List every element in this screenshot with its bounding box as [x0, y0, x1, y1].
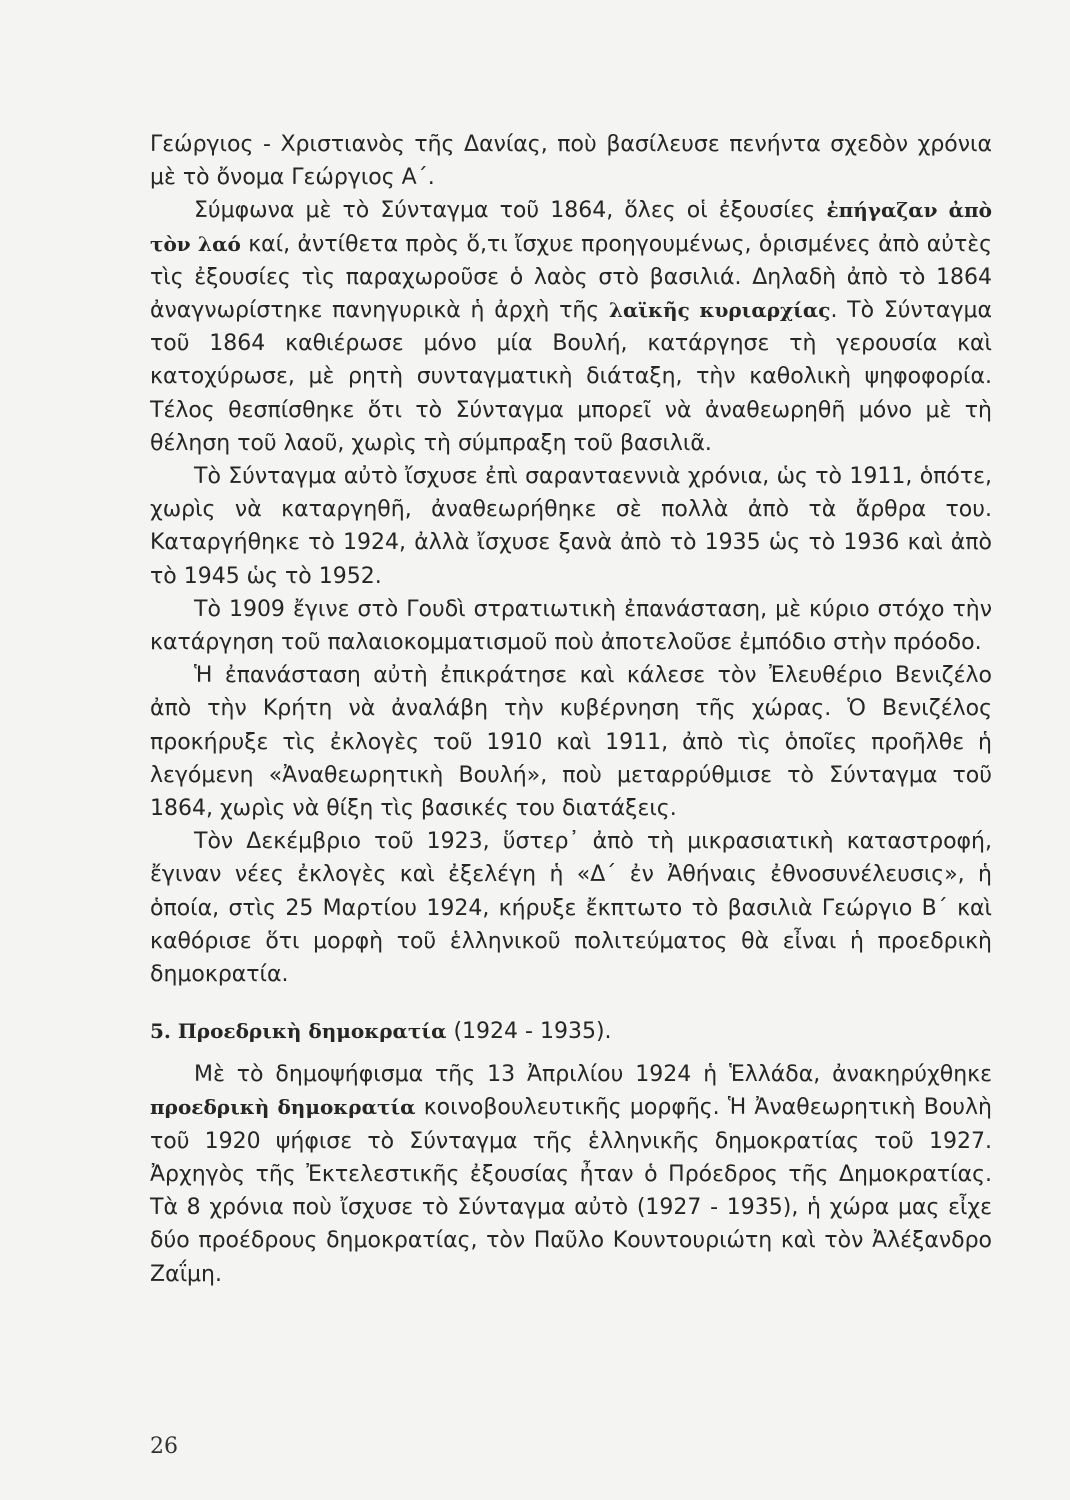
paragraph-2-text-1: Σύμφωνα μὲ τὸ Σύνταγμα τοῦ 1864, ὅλες οἱ ἐξουσίες [194, 198, 827, 224]
section-heading [150, 1015, 992, 1048]
paragraph-1: Γεώργιος - Χριστιανὸς τῆς Δανίας, ποὺ βασίλευσε πενήντα σχεδὸν χρόνια μὲ τὸ ὄνομα Γεώργιος Α΄. [150, 132, 992, 191]
paragraph-7-text-2: κοινοβουλευτικῆς μορφῆς. Ἡ Ἀναθεωρητικὴ Βουλὴ τοῦ 1920 ψήφισε τὸ Σύνταγμα τῆς ἑλληνικῆς δημοκρατίας τοῦ 1927. Ἀρχηγὸς τῆς Ἐκτελεστικῆς ἐξουσίας ἦταν ὁ Πρόεδρος τῆς Δημοκρατίας. Τὰ 8 χρόνια ποὺ ἴσχυσε τὸ Σύνταγμα αὐτὸ (1927 - 1935), ἡ χώρα μας εἶχε δύο προέδρους δημοκρατίας, τὸν Παῦλο Κουντουριώτη καὶ τὸν Ἀλέξανδρο Ζαΐμη. [150, 1095, 992, 1287]
paragraph-3: Τὸ Σύνταγμα αὐτὸ ἴσχυσε ἐπὶ σαρανταεννιὰ χρόνια, ὡς τὸ 1911, ὁπότε, χωρὶς νὰ καταργηθῆ, ἀναθεωρήθηκε σὲ πολλὰ ἀπὸ τὰ ἄρθρα του. Καταργήθηκε τὸ 1924, ἀλλὰ ἴσχυσε ξανὰ ἀπὸ τὸ 1935 ὡς τὸ 1936 καὶ ἀπὸ τὸ 1945 ὡς τὸ 1952. [150, 464, 992, 589]
section-number: 5. [150, 1019, 171, 1044]
paragraph-2-text-3: . Τὸ Σύνταγμα τοῦ 1864 καθιέρωσε μόνο μία Βουλή, κατάργησε τὴ γερουσία καὶ κατοχύρωσε, μὲ ρητὴ συνταγματικὴ διάταξη, τὴν καθολικὴ ψηφοφορία. Τέλος θεσπίσθηκε ὅτι τὸ Σύνταγμα μπορεῖ νὰ ἀναθεωρηθῆ μόνο μὲ τὴ θέληση τοῦ λαοῦ, χωρὶς τὴ σύμπραξη τοῦ βασιλιᾶ. [150, 298, 993, 456]
section-years: (1924 - 1935). [453, 1019, 612, 1045]
paragraph-6: Τὸν Δεκέμβριο τοῦ 1923, ὕστερ᾿ ἀπὸ τὴ μικρασιατικὴ καταστροφή, ἔγιναν νέες ἐκλογὲς καὶ ἐξελέγη ἡ «Δ΄ ἐν Ἀθήναις ἐθνοσυνέλευσις», ἡ ὁποία, στὶς 25 Μαρτίου 1924, κήρυξε ἔκπτωτο τὸ βασιλιὰ Γεώργιο Β΄ καὶ καθόρισε ὅτι μορφὴ τοῦ ἑλληνικοῦ πολιτεύματος θὰ εἶναι ἡ προεδρικὴ δημοκρατία. [150, 829, 992, 988]
bold-phrase-popular-origin: ἐπήγαζαν ἀπὸ τὸν λαό [150, 198, 992, 256]
paragraph-2 [150, 194, 992, 460]
paragraph-7 [150, 1058, 992, 1290]
page-number: 26 [150, 1434, 178, 1459]
paragraph-4: Τὸ 1909 ἔγινε στὸ Γουδὶ στρατιωτικὴ ἐπανάσταση, μὲ κύριο στόχο τὴν κατάργηση τοῦ παλαιοκομματισμοῦ ποὺ ἀποτελοῦσε ἐμπόδιο στὴν πρόοδο. [150, 596, 992, 656]
bold-phrase-popular-sovereignty: λαϊκῆς κυριαρχίας [608, 298, 831, 323]
paragraph-2-text-2: καί, ἀντίθετα πρὸς ὅ,τι ἴσχυε προηγουμένως, ὁρισμένες ἀπὸ αὐτὲς τὶς ἐξουσίες τὶς παραχωροῦσε ὁ λαὸς στὸ βασιλιά. Δηλαδὴ ἀπὸ τὸ 1864 ἀναγνωρίστηκε πανηγυρικὰ ἡ ἀρχὴ τῆς [150, 231, 992, 324]
paragraph-5: Ἡ ἐπανάσταση αὐτὴ ἐπικράτησε καὶ κάλεσε τὸν Ἐλευθέριο Βενιζέλο ἀπὸ τὴν Κρήτη νὰ ἀναλάβη τὴν κυβέρνηση τῆς χώρας. Ὁ Βενιζέλος προκήρυξε τὶς ἐκλογὲς τοῦ 1910 καὶ 1911, ἀπὸ τὶς ὁποῖες προῆλθε ἡ λεγόμενη «Ἀναθεωρητικὴ Βουλή», ποὺ μεταρρύθμισε τὸ Σύνταγμα τοῦ 1864, χωρὶς νὰ θίξη τὶς βασικές του διατάξεις. [150, 663, 992, 822]
page-body [150, 128, 992, 1291]
bold-phrase-presidential-republic: προεδρικὴ δημοκρατία [150, 1095, 416, 1120]
section-title: Προεδρικὴ δημοκρατία [177, 1019, 447, 1044]
paragraph-7-text-1: Μὲ τὸ δημοψήφισμα τῆς 13 Ἀπριλίου 1924 ἡ Ἑλλάδα, ἀνακηρύχθηκε [194, 1062, 992, 1088]
